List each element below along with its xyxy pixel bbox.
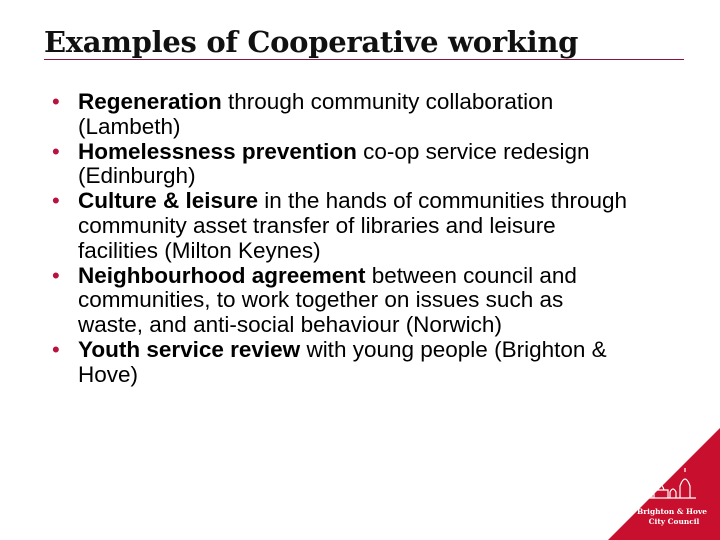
bullet-dot-icon: •	[52, 89, 60, 114]
logo-name: Brighton & Hove	[637, 507, 707, 516]
bullet-dot-icon: •	[52, 262, 60, 288]
bullet-heading: Homelessness prevention	[78, 138, 357, 164]
bullet-dot-icon: •	[52, 188, 60, 214]
bullet-heading: Culture & leisure	[78, 188, 259, 214]
council-logo	[608, 428, 720, 540]
bullet-item-homelessness	[52, 140, 632, 190]
bullet-text: in the hands of communities through community asset transfer of libraries and leisure facilities (Milton Keynes)	[78, 188, 628, 263]
bullet-item-neighbourhood	[52, 264, 632, 338]
bullet-dot-icon: •	[52, 336, 60, 362]
bullet-dot-icon: •	[52, 138, 60, 164]
bullet-text: through community collaboration (Lambeth)	[78, 89, 554, 139]
bullet-list	[52, 90, 632, 388]
bullet-item-regeneration	[52, 90, 632, 140]
bullet-text: between council and communities, to work together on issues such as waste, and anti-social behaviour (Norwich)	[78, 262, 577, 338]
bullet-heading: Neighbourhood agreement	[78, 262, 366, 288]
slide-title: Examples of Cooperative working	[44, 25, 579, 59]
logo-subtitle: City Council	[648, 517, 700, 526]
bullet-item-youth-service	[52, 338, 632, 388]
bullet-heading: Youth service review	[78, 336, 301, 362]
bullet-heading: Regeneration	[78, 89, 222, 114]
bullet-text: co-op service redesign (Edinburgh)	[78, 138, 590, 189]
title-underline	[44, 59, 684, 60]
bullet-text: with young people (Brighton & Hove)	[78, 336, 607, 387]
bullet-item-culture-leisure	[52, 189, 632, 263]
